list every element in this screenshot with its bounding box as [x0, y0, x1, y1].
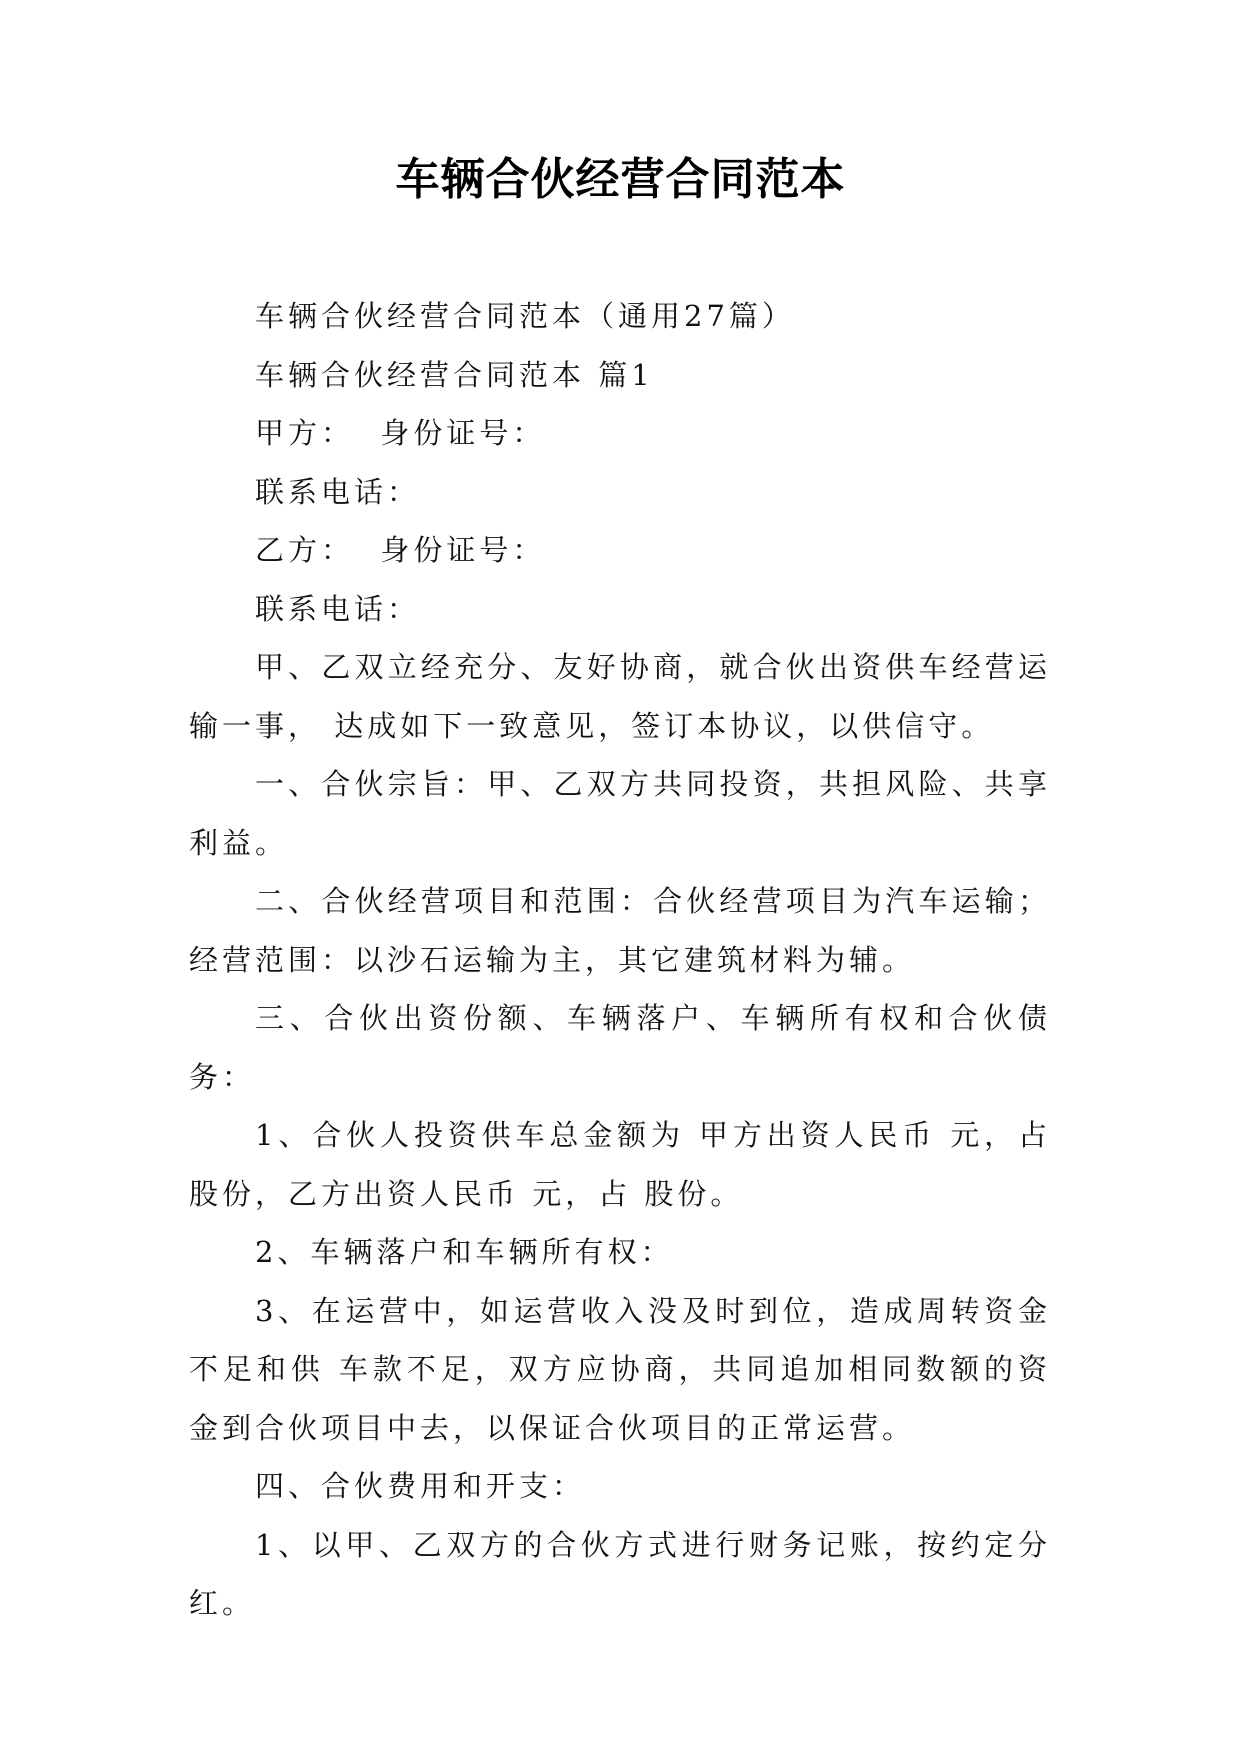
paragraph: 联系电话： — [255, 591, 421, 626]
paragraph: 1、以甲、乙双方的合伙方式进行财务记账，按约定分红。 — [189, 1527, 1051, 1620]
paragraph: 车辆合伙经营合同范本（通用27篇） — [255, 299, 795, 333]
paragraph: 甲方： 身份证号： — [255, 416, 546, 450]
paragraph: 2、车辆落户和车辆所有权： — [255, 1235, 674, 1269]
paragraph: 四、合伙费用和开支： — [255, 1469, 586, 1503]
paragraph: 联系电话： — [255, 474, 421, 509]
paragraph: 车辆合伙经营合同范本 篇1 — [255, 357, 654, 392]
document-title: 车辆合伙经营合同范本 — [395, 154, 846, 205]
paragraph: 一、合伙宗旨：甲、乙双方共同投资，共担风险、共享利益。 — [189, 767, 1051, 860]
paragraph: 乙方： 身份证号： — [255, 533, 546, 567]
paragraph: 二、合伙经营项目和范围：合伙经营项目为汽车运输；经营范围：以沙石运输为主，其它建筑材料为辅。 — [189, 884, 1051, 977]
paragraph: 1、合伙人投资供车总金额为 甲方出资人民币 元，占 股份，乙方出资人民币 元，占 股份。 — [189, 1118, 1065, 1211]
paragraph: 3、在运营中，如运营收入没及时到位，造成周转资金不足和供 车款不足，双方应协商，共同追加相同数额的资金到合伙项目中去，以保证合伙项目的正常运营。 — [189, 1293, 1051, 1445]
paragraph: 甲、乙双立经充分、友好协商，就合伙出资供车经营运输一事， 达成如下一致意见，签订本协议，以供信守。 — [189, 650, 1051, 743]
paragraph: 三、合伙出资份额、车辆落户、车辆所有权和合伙债务： — [189, 1001, 1051, 1094]
document-body — [189, 287, 1065, 1633]
